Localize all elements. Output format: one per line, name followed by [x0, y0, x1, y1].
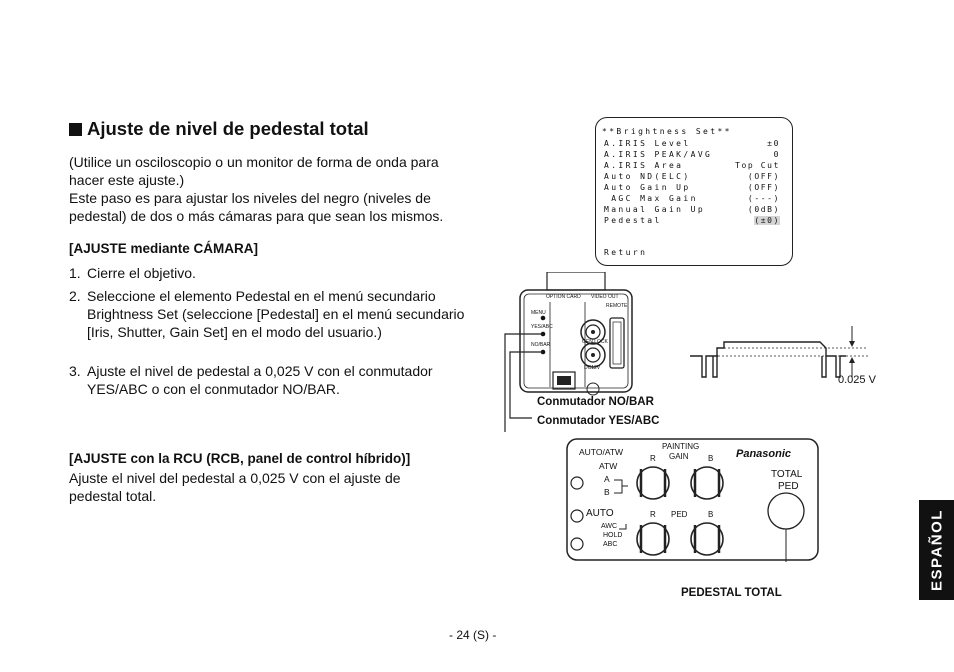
- ped-total-knob-label: PED: [778, 481, 799, 492]
- menu-value-auto-gain-up: (OFF): [747, 183, 780, 192]
- menu-label-manual-gain-up: Manual Gain Up: [604, 205, 706, 214]
- menu-label-iris-area: A.IRIS Area: [604, 161, 684, 170]
- menu-value-pedestal: (±0): [754, 216, 780, 225]
- menu-switch-label: MENU: [531, 310, 546, 316]
- step-3: 3. Ajuste el nivel de pedestal a 0,025 V con el conmutador YES/ABC o con el conmutador NO/BAR.: [69, 363, 433, 397]
- painting-label: PAINTING: [662, 442, 700, 451]
- ped-label: PED: [671, 510, 688, 519]
- yes-abc-switch-label: YES/ABC: [531, 324, 553, 330]
- ped-b-label: B: [708, 510, 714, 519]
- menu-value-auto-nd: (OFF): [747, 172, 780, 181]
- menu-value-agc-max-gain: (---): [747, 194, 780, 203]
- section-title: Ajuste de nivel de pedestal total: [69, 118, 369, 140]
- menu-label-auto-gain-up: Auto Gain Up: [604, 183, 691, 192]
- atw-label: ATW: [599, 461, 618, 471]
- gen-lock-label: GEN LOCK: [582, 339, 608, 345]
- menu-label-pedestal: Pedestal: [604, 216, 662, 225]
- gain-label: GAIN: [669, 452, 689, 461]
- menu-title: **Brightness Set**: [602, 127, 732, 136]
- gain-b-label: B: [708, 454, 714, 463]
- rcu-method-text: Ajuste el nivel del pedestal a 0,025 V con el ajuste de pedestal total.: [69, 470, 401, 504]
- step-1: 1. Cierre el objetivo.: [69, 265, 196, 281]
- menu-screen: [595, 117, 793, 266]
- remote-label: REMOTE: [606, 303, 628, 309]
- intro-paragraph-2: Este paso es para ajustar los niveles del negro (niveles de pedestal) de dos o más cámaras para que sean los mismos.: [69, 190, 444, 224]
- menu-label-auto-nd: Auto ND(ELC): [604, 172, 691, 181]
- no-bar-switch-label: NO/BAR: [531, 342, 551, 348]
- menu-value-iris-level: ±0: [767, 139, 780, 148]
- intro-paragraph-1: (Utilice un osciloscopio o un monitor de forma de onda para hacer este ajuste.): [69, 154, 439, 188]
- total-label: TOTAL: [771, 469, 803, 480]
- a-label: A: [604, 474, 610, 484]
- square-bullet-icon: [69, 123, 82, 136]
- language-side-tab: [919, 500, 954, 600]
- menu-value-manual-gain-up: (0dB): [747, 205, 780, 214]
- rcu-method-heading: [AJUSTE con la RCU (RCB, panel de control híbrido)]: [69, 451, 411, 466]
- video-out-label: VIDEO OUT: [591, 294, 619, 300]
- menu-label-iris-peak: A.IRIS PEAK/AVG: [604, 150, 713, 159]
- waveform-voltage-label: 0.025 V: [838, 374, 876, 386]
- pedestal-total-label: PEDESTAL TOTAL: [681, 587, 782, 599]
- awc-label: AWC: [601, 523, 618, 530]
- conmutador-yes-abc-label: Conmutador YES/ABC: [537, 415, 660, 427]
- b-label: B: [604, 487, 610, 497]
- auto-label: AUTO: [586, 508, 614, 519]
- dc12v-label: DC12V: [584, 365, 601, 371]
- auto-atw-label: AUTO/ATW: [579, 447, 624, 457]
- menu-label-iris-level: A.IRIS Level: [604, 139, 691, 148]
- page-number: - 24 (S) -: [449, 628, 497, 642]
- step-2: 2. Seleccione el elemento Pedestal en el menú secundario Brightness Set (seleccione [Pedestal] en el menú secundario [Iris, Shutter, Gain Set] en el modo del usuario.): [69, 288, 465, 340]
- camera-method-heading: [AJUSTE mediante CÁMARA]: [69, 241, 259, 256]
- language-tab-label: ESPAÑOL: [928, 509, 945, 591]
- menu-value-iris-area: Top Cut: [735, 161, 780, 170]
- ped-r-label: R: [650, 510, 656, 519]
- menu-value-iris-peak: 0: [773, 150, 780, 159]
- menu-return: Return: [604, 248, 648, 257]
- panasonic-logo: Panasonic: [736, 448, 792, 460]
- menu-label-agc-max-gain: AGC Max Gain: [604, 194, 698, 203]
- conmutador-no-bar-label: Conmutador NO/BAR: [537, 396, 654, 408]
- option-card-label: OPTION CARD: [546, 294, 581, 300]
- hold-label: HOLD: [603, 532, 623, 539]
- gain-r-label: R: [650, 454, 656, 463]
- abc-label: ABC: [603, 541, 618, 548]
